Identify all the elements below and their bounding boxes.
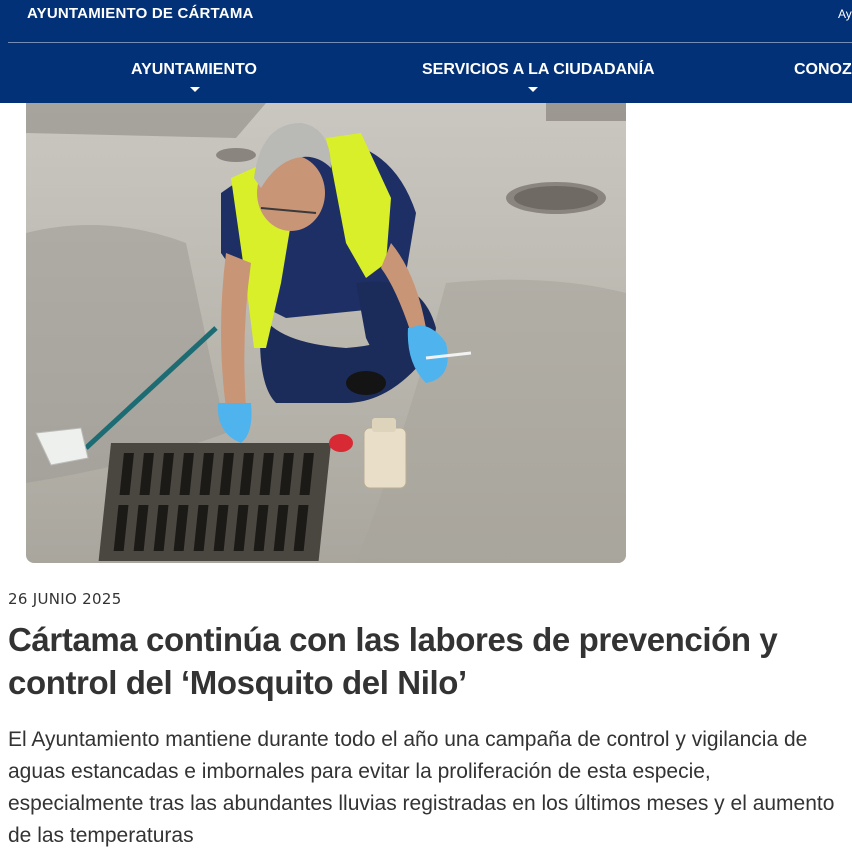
- nav-item-label: AYUNTAMIENTO: [131, 61, 257, 78]
- header-divider: [8, 42, 852, 43]
- chevron-down-icon: [528, 87, 538, 92]
- nav-item-ayuntamiento[interactable]: [131, 61, 257, 79]
- top-right-link[interactable]: Ay: [838, 7, 852, 21]
- site-header: [0, 0, 852, 103]
- nav-item-conozca[interactable]: [794, 61, 852, 79]
- article-title[interactable]: Cártama continúa con las labores de prevención y control del ‘Mosquito del Nilo’: [8, 621, 778, 701]
- nav-item-label: CONOZ: [794, 61, 852, 78]
- nav-item-label: SERVICIOS A LA CIUDADANÍA: [422, 61, 655, 78]
- article-photo-drawing: [26, 103, 626, 563]
- chevron-down-icon: [190, 87, 200, 92]
- article-date: 26 JUNIO 2025: [8, 590, 122, 608]
- article-image[interactable]: [26, 103, 626, 563]
- article-summary: El Ayuntamiento mantiene durante todo el año una campaña de control y vigilancia de aguas estancadas e imbornales para evitar la proliferación de esta especie, especialmente tras las abundantes lluvias registradas en los últimos meses y el aumento de las temperaturas: [8, 728, 835, 847]
- nav-item-servicios[interactable]: [422, 61, 655, 79]
- site-title-link[interactable]: AYUNTAMIENTO DE CÁRTAMA: [27, 5, 254, 22]
